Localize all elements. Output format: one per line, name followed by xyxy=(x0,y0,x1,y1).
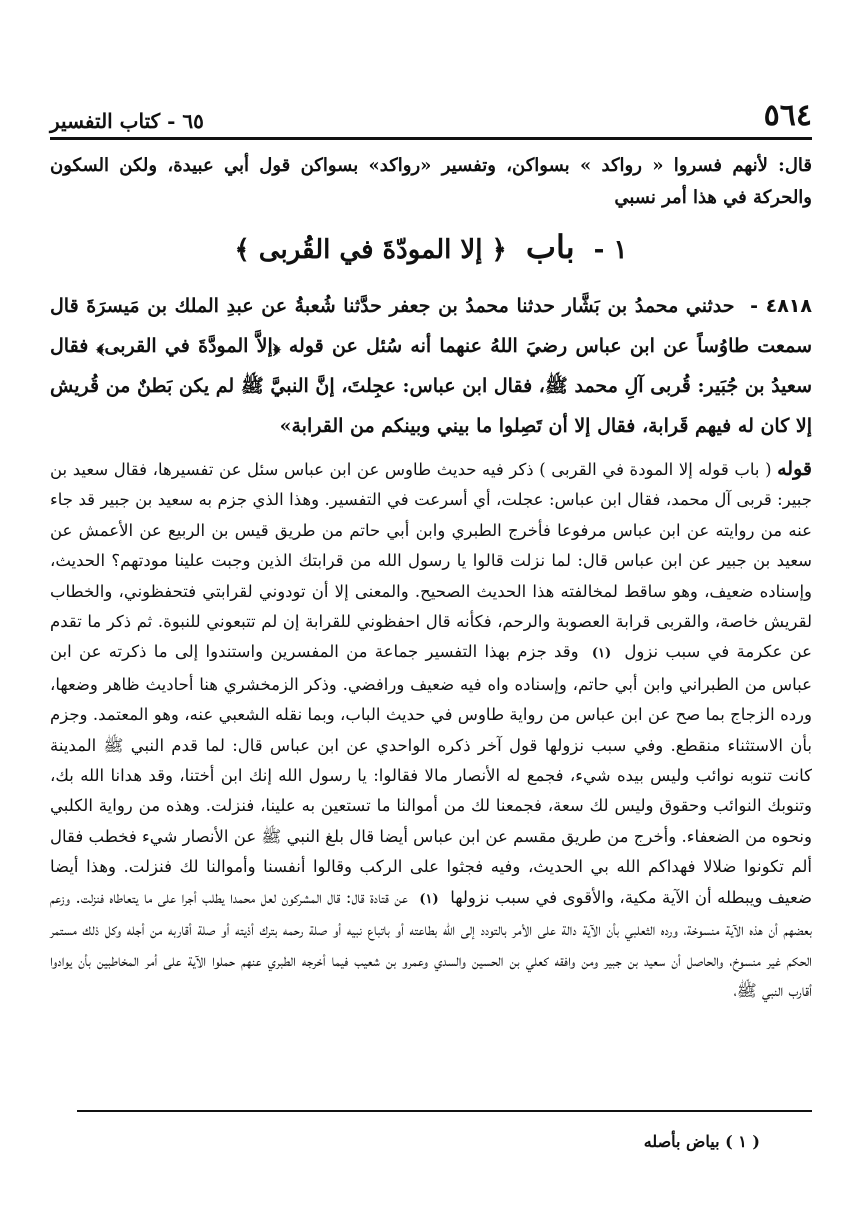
chapter-bab-label: باب xyxy=(525,228,575,266)
footnote-divider xyxy=(77,1110,812,1112)
chapter-title: ﴿ إلا المودّةَ في القُربى ﴾ xyxy=(234,235,507,265)
page-number: ٥٦٤ xyxy=(763,98,812,133)
running-title: ٦٥ - كتاب التفسير xyxy=(50,109,204,133)
footnote-marker-1: (١) xyxy=(591,646,612,662)
chapter-number: ١ - xyxy=(593,235,628,265)
hadith-paragraph xyxy=(50,286,812,446)
commentary-text-2: وقد جزم بهذا التفسير جماعة من المفسرين واستندوا إلى ما ذكرته عن ابن عباس من الطبراني وابن أبي حاتم، وإسناده واه فيه ضعيف ورافضي. وذكر الزمخشري هنا أحاديث ظاهر وضعها، ورده الزجاج بما صح عن ابن عباس من رواية طاوس في حديث الباب، وبما نقله الشعبي عنه، وهو المعتمد. وجزم بأن الاستثناء منقطع. وفي سبب نزولها قول آخر ذكره الواحدي عن ابن عباس قال: لما قدم النبي ﷺ المدينة كانت تنوبه نوائب وليس بيده شيء، فجمع له الأنصار مالا فقالوا: يا رسول الله إنك ابن أختنا، وقد هدانا الله بك، وتنوبك النوائب وحقوق وليس لك سعة، فجمعنا لك من أموالنا ما تستعين به علينا، فنزلت. وهذه من رواية الكلبي ونحوه من الضعفاء. وأخرج من طريق مقسم عن ابن عباس أيضا قال بلغ النبي ﷺ عن الأنصار شيء فخطب فقال ألم تكونوا ضلالا فهداكم الله بي الحديث، وفيه فجثوا على الركب وقالوا أنفسنا وأموالنا لك فنزلت. وهذا أيضا ضعيف ويبطله أن الآية مكية، والأقوى في سبب نزولها xyxy=(50,642,813,907)
chapter-heading xyxy=(50,228,812,266)
intro-paragraph: قال: لأنهم فسروا « رواكد » بسواكن، وتفسير «رواكد» بسواكن قول أبي عبيدة، ولكن السكون والحركة في هذا أمر نسبي xyxy=(50,155,812,208)
hadith-text: حدثني محمدُ بن بَشَّار حدثنا محمدُ بن جعفر حدَّثنا شُعبةُ عن عبدِ الملك بن مَيسرَةَ قال سمعت طاوُساً عن ابن عباس رضيَ اللهُ عنهما أنه سُئل عن قوله ﴿إلاَّ المودَّةَ في القربى﴾ فقال سعيدُ بن جُبَير: قُربى آلِ محمد ﷺ، فقال ابن عباس: عجِلتَ، إنَّ النبيَّ ﷺ لم يكن بَطنٌ من قُريش إلا كان له فيهم قَرابة، فقال إلا أن تَصِلوا ما بيني وبينكم من القرابة» xyxy=(50,295,812,437)
commentary-lead: قوله xyxy=(777,458,812,480)
footnote: ( ١ ) بياض بأصله xyxy=(643,1132,760,1151)
page-header xyxy=(50,96,812,140)
commentary-text-3: عن قتادة قال: قال المشركون لعل محمدا يطلب أجرا على ما يتعاطاه فنزلت. وزعم بعضهم أن هذه الآية منسوخة، ورده الثعلبي بأن الآية دالة على الأمر بالتودد إلى الله بطاعته أو باتباع نبيه أو صلة رحمه بترك أذيته أو صلة أقاربه من أجله وكل ذلك مستمر الحكم غير منسوخ، والحاصل أن سعيد بن جبير ومن وافقه كعلي بن الحسين والسدي وعمرو بن شعيب فيما أخرجه الطبري عنهم حملوا الآية على أمر المخاطبين بأن يوادوا أقارب النبي ﷺ، xyxy=(50,887,812,1000)
hadith-number: ٤٨١٨ - xyxy=(750,295,812,317)
footnote-marker-2: (١) xyxy=(419,891,439,907)
commentary-paragraph xyxy=(50,454,812,1006)
commentary-text-1: ( باب قوله إلا المودة في القربى ) ذكر فيه حديث طاوس عن ابن عباس سئل عن تفسيرها، فقال سعيد بن جبير: قربى آل محمد، فقال ابن عباس: عجلت، أي أسرعت في التفسير. وهذا الذي جزم به سعيد بن جبير قد جاء عنه من روايته عن ابن عباس مرفوعا فأخرج الطبري وابن أبي حاتم من طريق قيس بن الربيع عن الأعمش عن سعيد بن جبير عن ابن عباس قال: لما نزلت قالوا يا رسول الله من قرابتك الذين وجبت علينا مودتهم؟ الحديث، وإسناده ضعيف، وهو ساقط لمخالفته هذا الحديث الصحيح. والمعنى إلا أن تودوني لقرابتي فتحفظوني، والخطاب لقريش خاصة، والقربى قرابة العصوبة والرحم، فكأنه قال احفظوني للقرابة إن لم تتبعوني للنبوة. ثم ذكر ما تقدم عن عكرمة في سبب نزول xyxy=(50,460,812,662)
